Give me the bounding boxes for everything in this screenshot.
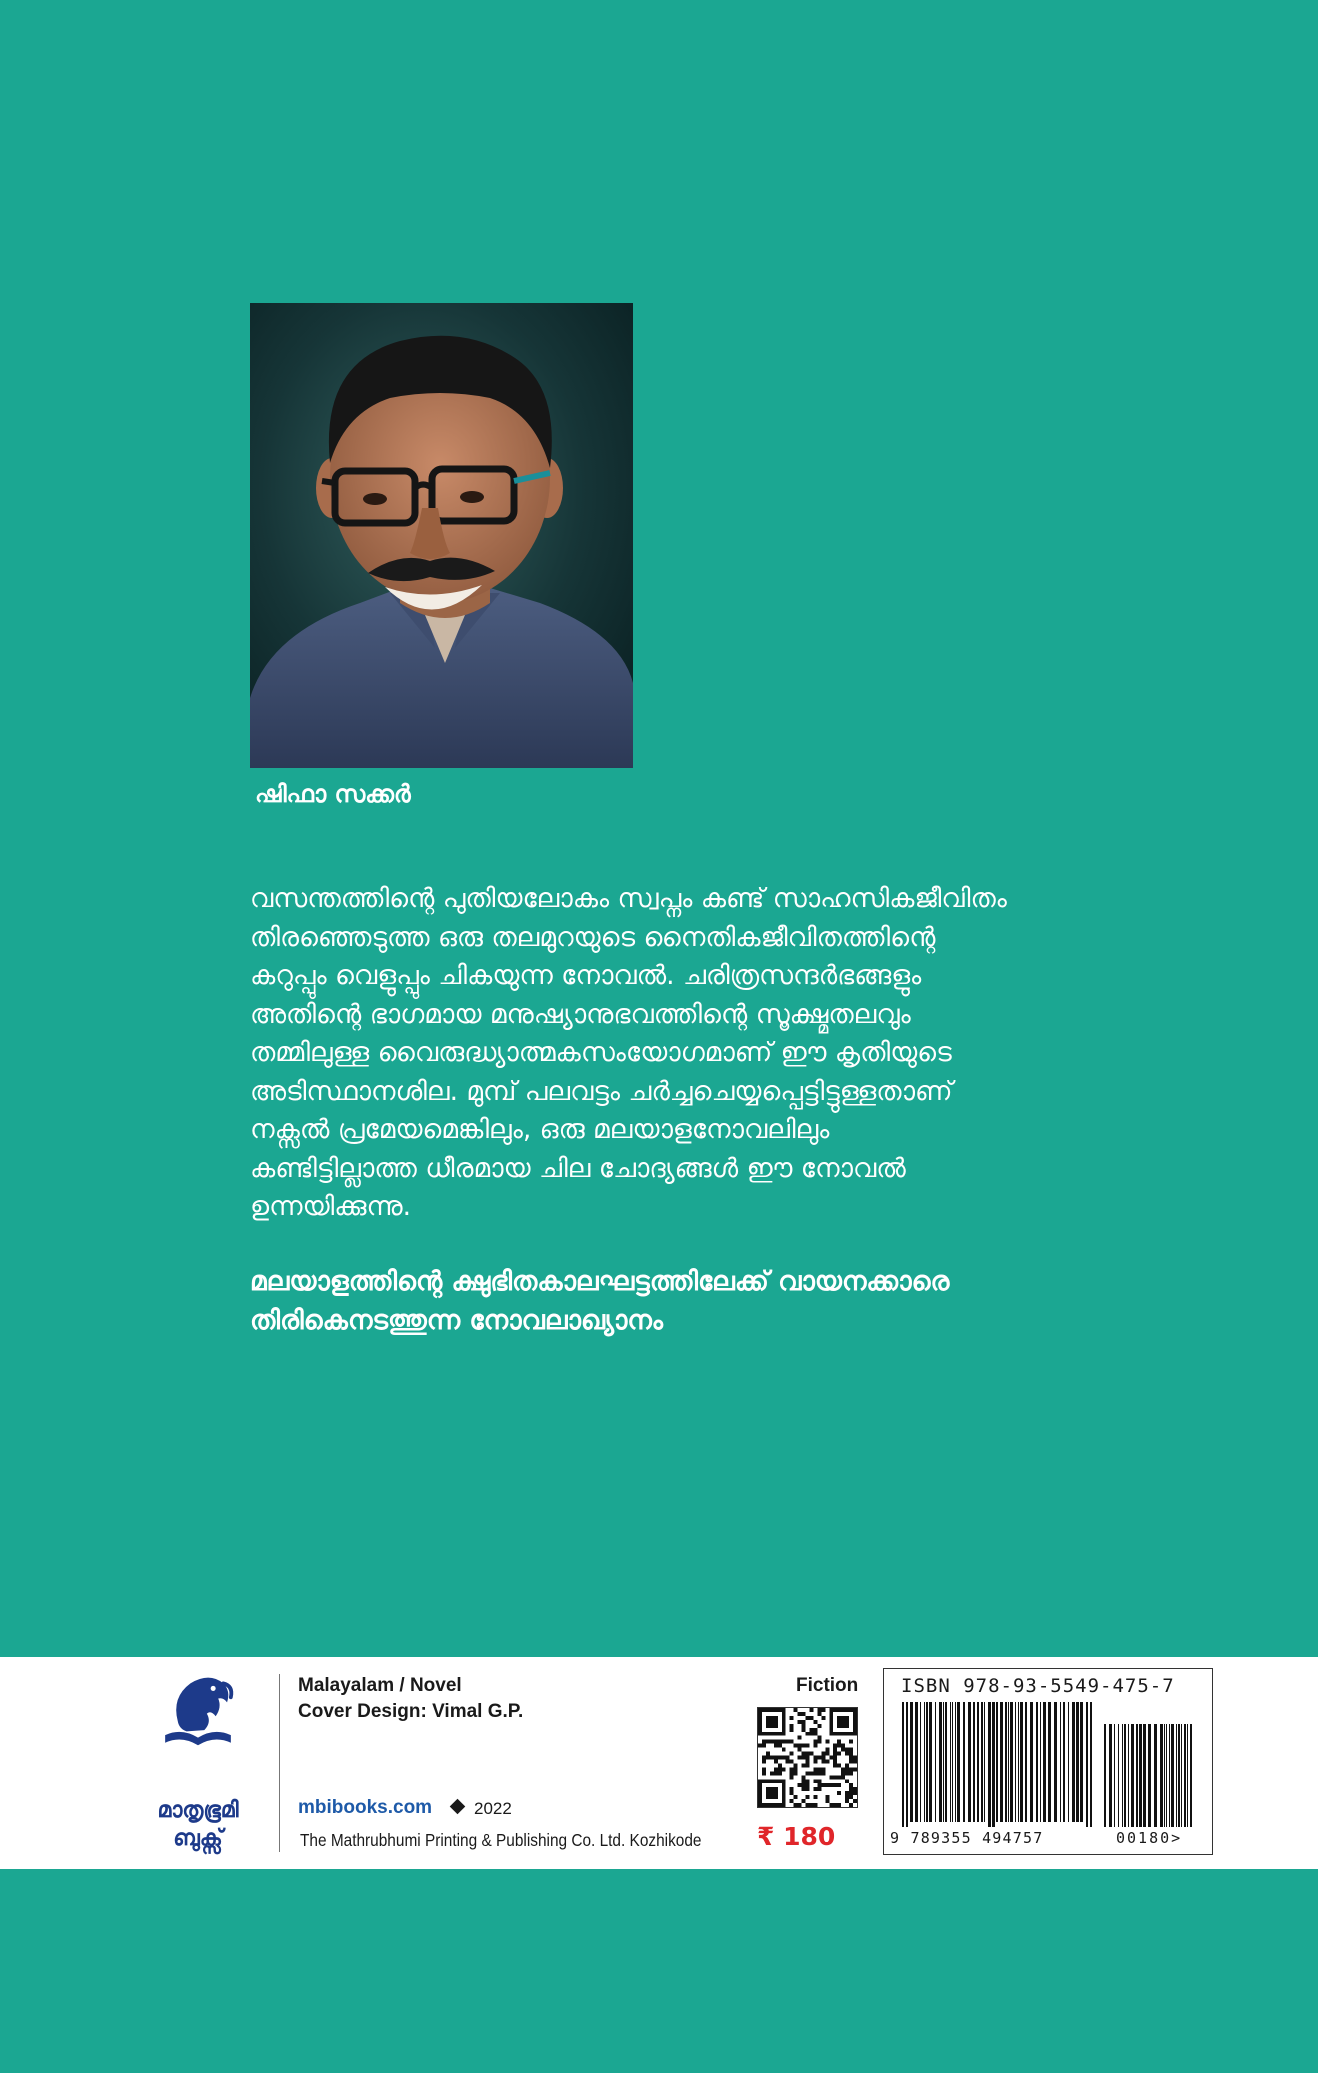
qr-code-graphic [758, 1708, 857, 1807]
blurb-line: നക്സൽ പ്രമേയമെങ്കിലും, ഒരു മലയാളനോവലിലും [250, 1114, 830, 1145]
footer-divider [279, 1674, 280, 1852]
barcode-main-digits: 9 789355 494757 [890, 1829, 1044, 1847]
price: ₹ 180 [757, 1822, 836, 1851]
blurb-line: അടിസ്ഥാനശില. മുമ്പ് പലവട്ടം ചർച്ചചെയ്യപ്പെട്ടിട്ടുള്ളതാണ് [250, 1075, 953, 1107]
blurb-line: വസന്തത്തിന്റെ പുതിയലോകം സ്വപ്നം കണ്ട് സാഹസികജീവിതം [250, 883, 1007, 914]
publication-year: 2022 [474, 1799, 512, 1818]
author-photo [250, 303, 633, 768]
blurb-line: തിരഞ്ഞെടുത്ത ഒരു തലമുറയുടെ നൈതികജീവിതത്തിന്റെ [250, 921, 936, 953]
blurb-line: തമ്മിലുള്ള വൈരുദ്ധ്യാത്മകസംയോഗമാണ് ഈ കൃതിയുടെ [250, 1037, 952, 1068]
website-link[interactable]: mbibooks.com [298, 1797, 433, 1818]
blurb [250, 880, 1150, 1227]
barcode-addon-digits: 00180> [1116, 1829, 1183, 1847]
cover-design: Cover Design: Vimal G.P. [298, 1701, 524, 1722]
category: Malayalam / Novel [298, 1675, 462, 1696]
author-name: ഷിഫാ സക്കർ [255, 780, 411, 808]
logo-line2: ബുക്സ് [173, 1826, 223, 1851]
genre-label: Fiction [796, 1675, 859, 1696]
tagline [250, 1263, 1150, 1340]
author-portrait-icon [250, 303, 633, 768]
blurb-line: കണ്ടിട്ടില്ലാത്ത ധീരമായ ചില ചോദ്യങ്ങൾ ഈ നോവൽ [250, 1152, 906, 1184]
publisher: The Mathrubhumi Printing & Publishing Co. Ltd. Kozhikode [300, 1830, 702, 1850]
isbn: ISBN 978-93-5549-475-7 [901, 1675, 1175, 1697]
logo-line1: മാതൃഭൂമി [157, 1798, 239, 1823]
blurb-line: കറുപ്പും വെളുപ്പും ചികയുന്ന നോവൽ. ചരിത്രസന്ദർഭങ്ങളും [250, 960, 922, 991]
tagline-line: തിരികെനടത്തുന്ന നോവലാഖ്യാനം [250, 1304, 664, 1336]
blurb-line: അതിന്റെ ഭാഗമായ മനുഷ്യാനുഭവത്തിന്റെ സൂക്ഷ്മതലവും [250, 998, 911, 1030]
elephant-book-logo-icon [138, 1672, 258, 1792]
tagline-line: മലയാളത്തിന്റെ ക്ഷുഭിതകാലഘട്ടത്തിലേക്ക് വായനക്കാരെ [250, 1266, 950, 1297]
qr-code-icon[interactable] [757, 1707, 858, 1808]
blurb-line: ഉന്നയിക്കുന്നു. [250, 1191, 412, 1222]
